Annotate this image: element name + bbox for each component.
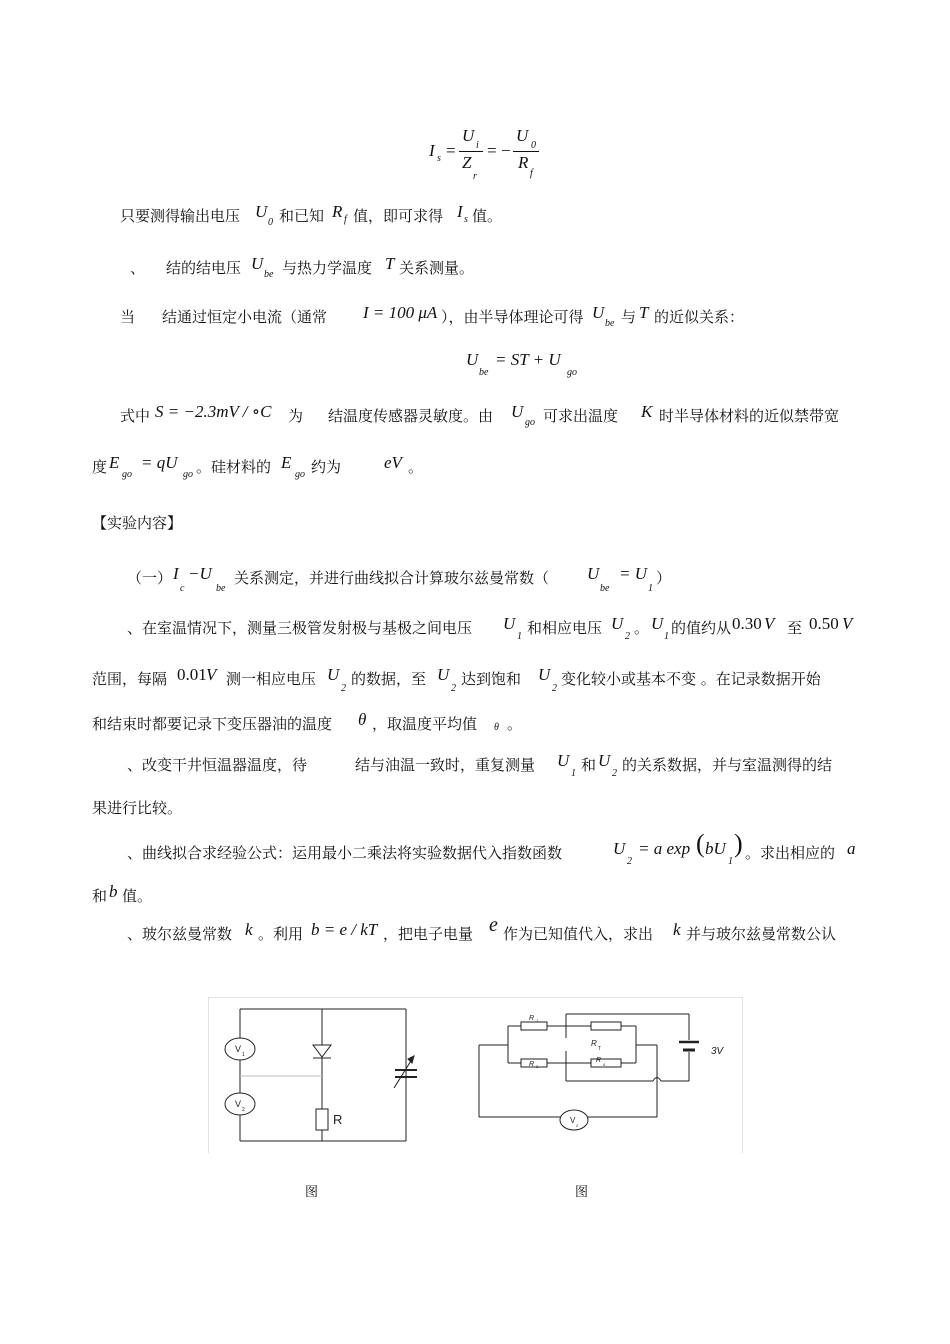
sub1-eq: = U bbox=[619, 564, 647, 583]
formula-is-num2: U bbox=[516, 126, 529, 145]
step1l2-u2: U bbox=[327, 665, 340, 684]
figure-right-v-sub: 2 bbox=[576, 1123, 579, 1128]
figure-right-rt: R bbox=[591, 1039, 597, 1048]
formula-is-num1-sub: i bbox=[476, 140, 479, 151]
step1l2-u2-sub: 2 bbox=[341, 683, 346, 694]
step2-u1-sub: 1 bbox=[571, 768, 576, 779]
step2-u1: U bbox=[557, 751, 570, 770]
step1l3-theta: θ bbox=[358, 710, 367, 729]
item-ube-t-u-sub: be bbox=[264, 269, 274, 280]
caption-left: 图 bbox=[305, 1185, 319, 1200]
step3-b-var: b bbox=[109, 882, 118, 901]
figure-left-r: R bbox=[333, 1112, 343, 1127]
figure-panel bbox=[208, 997, 743, 1153]
step1l2-v: 0.01 bbox=[177, 665, 207, 684]
para-measure-u-sub: 0 bbox=[268, 217, 273, 228]
figure-right-v: V bbox=[570, 1116, 576, 1125]
para-s-u-sub: go bbox=[525, 417, 535, 428]
figure-left-circuit bbox=[209, 998, 419, 1153]
step2-line2: 果进行比较。 bbox=[92, 799, 183, 817]
figure-right-r1: R bbox=[529, 1015, 535, 1022]
para-when-formula: I = 100 μA bbox=[363, 303, 438, 322]
figure-right-r3: R bbox=[529, 1061, 535, 1068]
step1-d: 的值约从 bbox=[671, 619, 732, 637]
para-s-u: U bbox=[511, 402, 524, 421]
step1l2-e: 变化较小或基本不变 。在记录数据开始 bbox=[561, 670, 821, 688]
formula-is-frac1-line bbox=[459, 151, 483, 152]
step1-u1-sub: 1 bbox=[517, 631, 522, 642]
figure-right-rt-sub: T bbox=[598, 1046, 602, 1052]
formula-is-lhs-sub: s bbox=[437, 153, 441, 164]
para-when-u: U bbox=[592, 303, 605, 322]
figure-left-v1: V bbox=[235, 1044, 242, 1054]
para-e-b: 。硅材料的 bbox=[196, 458, 272, 476]
step3-a: 、曲线拟合求经验公式：运用最小二乘法将实验数据代入指数函数 bbox=[127, 844, 563, 862]
sub1-i-sub: c bbox=[180, 583, 185, 594]
para-measure-u: U bbox=[255, 202, 268, 221]
step1-c: 。 bbox=[634, 619, 650, 637]
item-ube-t-u: U bbox=[251, 254, 264, 273]
step3-a-var: a bbox=[847, 839, 856, 858]
step3-b: 。求出相应的 bbox=[745, 844, 836, 862]
formula-is-eq1: = bbox=[446, 141, 456, 160]
sub1-a: （一） bbox=[127, 569, 173, 587]
step1l2-a: 范围，每隔 bbox=[92, 670, 168, 688]
item-ube-t-mark: 、 bbox=[130, 259, 146, 277]
step1-a: 、在室温情况下，测量三极管发射极与基极之间电压 bbox=[127, 619, 473, 637]
item-ube-t-a: 结的结电压 bbox=[166, 259, 242, 277]
formula-is-num1: U bbox=[462, 126, 475, 145]
step1-u2-sub: 2 bbox=[625, 631, 630, 642]
para-s-k: K bbox=[641, 402, 653, 421]
para-measure-c: 值，即可求得 bbox=[353, 207, 444, 225]
step1-v2: 0.50 bbox=[809, 614, 839, 633]
step2-u2: U bbox=[598, 751, 611, 770]
step2-a: 、改变干井恒温器温度，待 bbox=[127, 756, 308, 774]
figure-right-r4: R bbox=[596, 1057, 602, 1064]
para-s-formula: S = −2.3mV / ∘C bbox=[155, 402, 272, 421]
para-s-d: 可求出温度 bbox=[543, 407, 619, 425]
para-when-b: 结通过恒定小电流（通常 bbox=[162, 308, 328, 326]
formula-ube-rhs-sub: go bbox=[567, 367, 577, 378]
figure-right-battery: 3V bbox=[711, 1046, 724, 1057]
sub1-u: U bbox=[587, 564, 600, 583]
step1-b: 和相应电压 bbox=[527, 619, 603, 637]
para-e-e-sub: go bbox=[122, 469, 132, 480]
step2-c: 和 bbox=[581, 756, 597, 774]
formula-is-frac2-line bbox=[513, 151, 539, 152]
para-e-ev: eV bbox=[384, 453, 402, 472]
formula-ube-u-sub: be bbox=[479, 367, 489, 378]
step4-f: 并与玻尔兹曼常数公认 bbox=[686, 925, 837, 943]
formula-is-num2-sub: 0 bbox=[531, 140, 536, 151]
para-measure-a: 只要测得输出电压 bbox=[120, 207, 241, 225]
step4-d: 作为已知值代入，求出 bbox=[503, 925, 654, 943]
sub1-dash-sub: be bbox=[216, 583, 226, 594]
step1l2-u2c: U bbox=[538, 665, 551, 684]
step4-c: ，把电子电量 bbox=[383, 925, 474, 943]
para-e-e2-sub: go bbox=[295, 469, 305, 480]
step1-e: 至 bbox=[787, 619, 803, 637]
para-s-a: 式中 bbox=[120, 407, 151, 425]
sub1-c: ） bbox=[656, 569, 672, 587]
para-e-e2: E bbox=[281, 453, 292, 472]
step3-formula: = a exp bbox=[638, 839, 691, 858]
item-ube-t-b: 与热力学温度 bbox=[282, 259, 373, 277]
step1-v1: 0.30 bbox=[732, 614, 762, 633]
sub1-dash: −U bbox=[188, 564, 212, 583]
step1l2-b: 测一相应电压 bbox=[226, 670, 317, 688]
step3-u2: U bbox=[613, 839, 626, 858]
section-title: 【实验内容】 bbox=[92, 514, 183, 532]
item-ube-t-t: T bbox=[385, 254, 395, 273]
formula-ube-rhs: = ST + U bbox=[495, 350, 561, 369]
step1l3-b: ，取温度平均值 bbox=[372, 715, 478, 733]
sub1-u-sub: be bbox=[600, 583, 610, 594]
formula-is-den1-sub: r bbox=[473, 171, 477, 182]
step1l2-u2c-sub: 2 bbox=[552, 683, 557, 694]
step1l3-theta-sub: θ bbox=[494, 722, 499, 733]
figure-right-circuit bbox=[471, 998, 741, 1153]
step2-u2-sub: 2 bbox=[612, 768, 617, 779]
para-when-d: 与 bbox=[621, 308, 637, 326]
step3-line2a: 和 bbox=[92, 887, 108, 905]
step1l2-c: 的数据，至 bbox=[351, 670, 427, 688]
figure-left-v1-sub: 1 bbox=[242, 1052, 245, 1058]
formula-is-minus: − bbox=[501, 141, 511, 160]
step2-d: 的关系数据，并与室温测得的结 bbox=[622, 756, 833, 774]
formula-ube-u: U bbox=[466, 350, 479, 369]
para-measure-i-sub: s bbox=[464, 214, 468, 225]
formula-is-den1: Z bbox=[462, 153, 472, 172]
step4-k2: k bbox=[673, 920, 681, 939]
figure-right-r3-sub: 3 bbox=[536, 1064, 539, 1069]
para-e-d: 。 bbox=[408, 458, 424, 476]
sub1-i: I bbox=[173, 564, 179, 583]
figure-left-v2-sub: 2 bbox=[242, 1107, 245, 1113]
step4-b: 。利用 bbox=[258, 925, 304, 943]
para-when-a: 当 bbox=[120, 308, 136, 326]
para-s-c: 结温度传感器灵敏度。由 bbox=[328, 407, 494, 425]
step3-paren-close: ) bbox=[734, 829, 743, 858]
step1l2-d: 达到饱和 bbox=[461, 670, 522, 688]
step3-paren-open: ( bbox=[696, 829, 705, 858]
formula-is-eq2: = bbox=[487, 141, 497, 160]
step1-v2-unit: V bbox=[842, 614, 853, 633]
figure-right-r4-sub: 4 bbox=[603, 1062, 606, 1067]
step3-bu-sub: 1 bbox=[728, 856, 733, 867]
formula-is-den2-sub: f bbox=[530, 168, 533, 179]
para-when-c: ），由半导体理论可得 bbox=[441, 308, 584, 326]
para-e-c: 约为 bbox=[311, 458, 342, 476]
para-measure-i: I bbox=[457, 202, 463, 221]
step1l3-c: 。 bbox=[507, 715, 523, 733]
para-when-t: T bbox=[639, 303, 649, 322]
step1l2-u2b: U bbox=[437, 665, 450, 684]
item-ube-t-c: 关系测量。 bbox=[399, 259, 475, 277]
formula-is-den2: R bbox=[518, 153, 529, 172]
step1-u1b-sub: 1 bbox=[664, 631, 669, 642]
step4-k: k bbox=[245, 920, 253, 939]
step4-a: 、玻尔兹曼常数 bbox=[127, 925, 233, 943]
figure-right-r1-sub: 1 bbox=[536, 1018, 539, 1023]
step2-b: 结与油温一致时，重复测量 bbox=[355, 756, 536, 774]
sub1-eq-sub: 1 bbox=[648, 583, 653, 594]
step4-formula: b = e / kT bbox=[311, 920, 378, 939]
para-when-e: 的近似关系： bbox=[654, 308, 745, 326]
step1-u1: U bbox=[503, 614, 516, 633]
sub1-b: 关系测定，并进行曲线拟合计算玻尔兹曼常数（ bbox=[234, 569, 550, 587]
step4-e: e bbox=[489, 914, 498, 936]
para-measure-d: 值。 bbox=[472, 207, 503, 225]
step1l2-v-unit: V bbox=[206, 665, 217, 684]
figure-left-v2: V bbox=[235, 1099, 242, 1109]
step1-u2: U bbox=[611, 614, 624, 633]
step3-u2-sub: 2 bbox=[627, 856, 632, 867]
para-e-a: 度 bbox=[92, 458, 108, 476]
step1-u1b: U bbox=[651, 614, 664, 633]
para-when-u-sub: be bbox=[605, 318, 615, 329]
step1l2-u2b-sub: 2 bbox=[451, 683, 456, 694]
para-measure-r-sub: f bbox=[344, 214, 347, 225]
para-e-eq-sub: go bbox=[183, 469, 193, 480]
para-measure-r: R bbox=[332, 202, 343, 221]
para-e-e: E bbox=[109, 453, 120, 472]
step3-line2b: 值。 bbox=[122, 887, 153, 905]
para-s-e: 时半导体材料的近似禁带宽 bbox=[659, 407, 840, 425]
para-e-eq: = qU bbox=[141, 453, 178, 472]
step3-bu: bU bbox=[705, 839, 726, 858]
para-measure-b: 和已知 bbox=[279, 207, 325, 225]
para-s-b: 为 bbox=[288, 407, 304, 425]
caption-right: 图 bbox=[575, 1185, 589, 1200]
formula-is-lhs: I bbox=[429, 141, 435, 160]
step1l3-a: 和结束时都要记录下变压器油的温度 bbox=[92, 715, 333, 733]
step1-v1-unit: V bbox=[764, 614, 775, 633]
